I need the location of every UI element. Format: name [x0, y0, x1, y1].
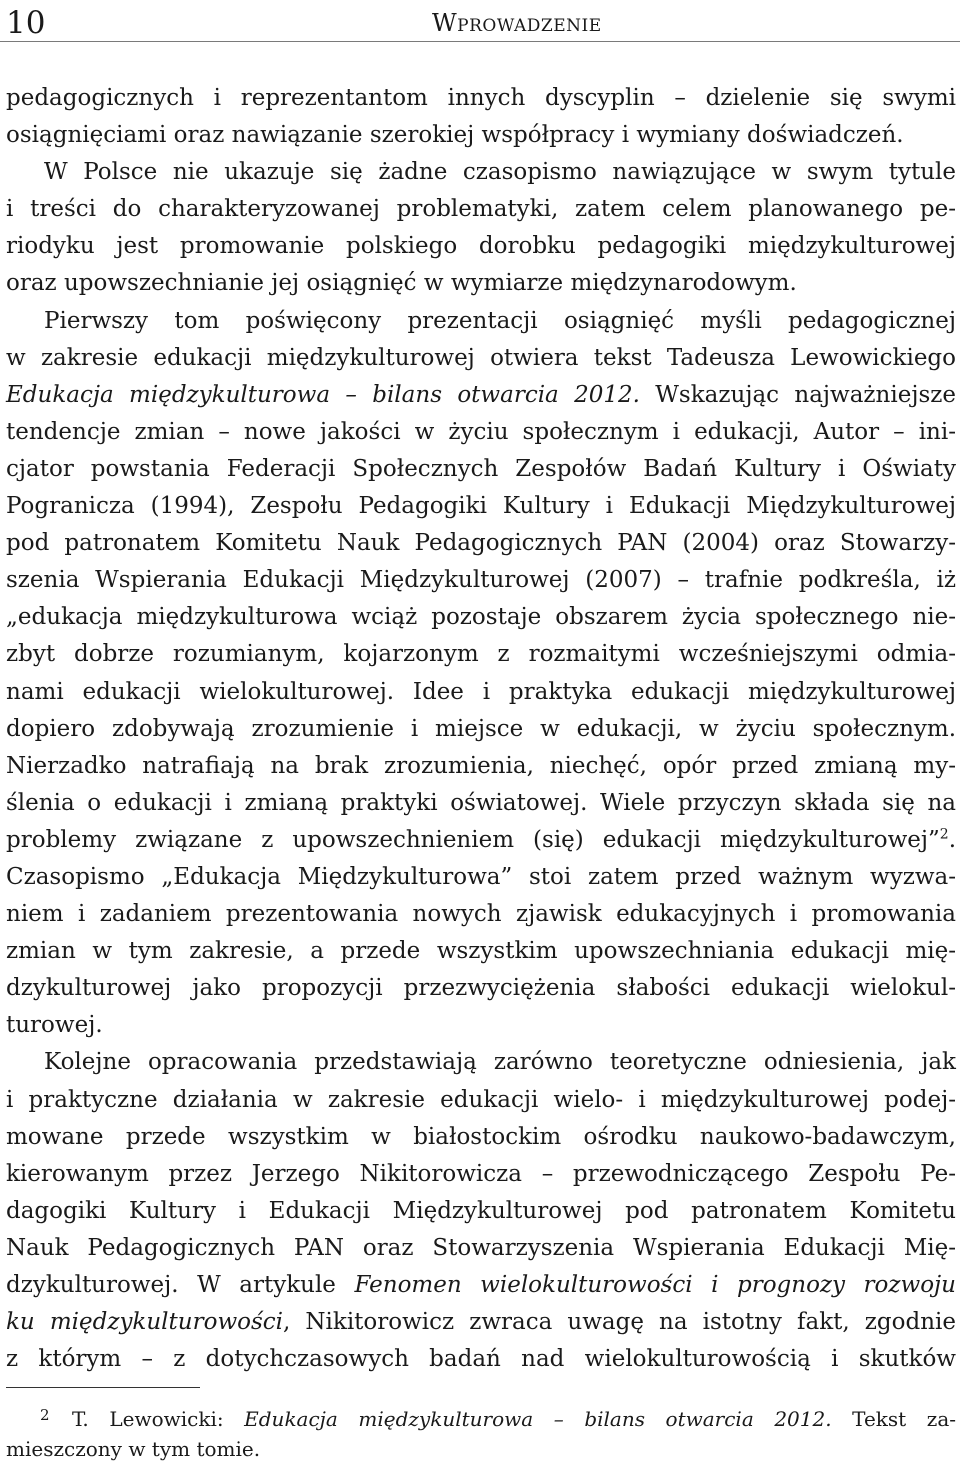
footnote-line [6, 1400, 956, 1434]
text-line: i treści do charakteryzowanej problematyki, zatem celem planowanego pe- [6, 196, 956, 223]
text-line: osiągnięciami oraz nawiązanie szerokiej współpracy i wymiany doświadczeń. [6, 122, 904, 149]
text-segment: Wskazując najważniejsze [639, 381, 956, 408]
text-line: „edukacja międzykulturowa wciąż pozostaje obszarem życia społecznego nie- [6, 604, 956, 631]
text-line: Nauk Pedagogicznych PAN oraz Stowarzyszenia Wspierania Edukacji Mię- [6, 1234, 956, 1261]
footnote-rule [6, 1387, 200, 1388]
footnote-mark: 2 [40, 1406, 50, 1424]
text-line: Kolejne opracowania przedstawiają zarówno teoretyczne odniesienia, jak [44, 1049, 956, 1076]
header-rule [0, 41, 960, 42]
text-line: tendencje zmian – nowe jakości w życiu społecznym i edukacji, Autor – ini- [6, 418, 956, 445]
text-line: z którym – z dotychczasowych badań nad wielokulturowością i skutków [6, 1346, 956, 1373]
text-line: dopiero zdobywają zrozumienie i miejsce w edukacji, w życiu społecznym. [6, 715, 956, 742]
text-segment: dzykulturowej. W artykule [6, 1272, 355, 1298]
running-head: Wprowadzenie [432, 9, 602, 37]
text-line: oraz upowszechnianie jej osiągnięć w wymiarze międzynarodowym. [6, 270, 797, 297]
text-line [6, 822, 956, 859]
text-line: w zakresie edukacji międzykulturowej otwiera tekst Tadeusza Lewowickiego [6, 344, 956, 371]
footnote-reference: 2 [939, 826, 949, 843]
text-line [6, 1304, 956, 1341]
text-line: nami edukacji wielokulturowej. Idee i praktyka edukacji międzykulturowej [6, 678, 956, 705]
text-line: Pierwszy tom poświęcony prezentacji osiągnięć myśli pedagogicznej [44, 307, 956, 334]
text-line: szenia Wspierania Edukacji Międzykulturowej (2007) – trafnie podkreśla, iż [6, 567, 956, 594]
text-line [6, 1267, 956, 1304]
footnote [6, 1400, 956, 1464]
text-line: cjator powstania Federacji Społecznych Zespołów Badań Kultury i Oświaty [6, 455, 956, 482]
footnote-title: Edukacja międzykulturowa – bilans otwarcia 2012. [244, 1407, 832, 1431]
text-line: Czasopismo „Edukacja Międzykulturowa” stoi zatem przed ważnym wyzwa- [6, 863, 956, 890]
text-line: W Polsce nie ukazuje się żadne czasopismo nawiązujące w swym tytule [44, 159, 956, 186]
footnote-text: Tekst za- [831, 1407, 956, 1431]
footnote-author: T. Lewowicki: [72, 1407, 245, 1431]
text-line: ślenia o edukacji i zmianą praktyki oświatowej. Wiele przyczyn składa się na [6, 789, 956, 816]
page-number: 10 [6, 5, 46, 41]
footnote-line: mieszczony w tym tomie. [6, 1437, 261, 1461]
italic-title: Fenomen wielokulturowości i prognozy rozwoju [354, 1272, 956, 1298]
text-line: pod patronatem Komitetu Nauk Pedagogicznych PAN (2004) oraz Stowarzy- [6, 530, 956, 557]
text-line: zmian w tym zakresie, a przede wszystkim upowszechniania edukacji mię- [6, 938, 956, 965]
text-line: kierowanym przez Jerzego Nikitorowicza – przewodniczącego Zespołu Pe- [6, 1160, 956, 1187]
text-line: turowej. [6, 1012, 103, 1039]
text-line: dzykulturowej jako propozycji przezwyciężenia słabości edukacji wielokul- [6, 975, 956, 1002]
text-line: i praktyczne działania w zakresie edukacji wielo- i międzykulturowej podej- [6, 1086, 956, 1113]
text-line: riodyku jest promowanie polskiego dorobku pedagogiki międzykulturowej [6, 233, 956, 260]
text-line: pedagogicznych i reprezentantom innych dyscyplin – dzielenie się swymi [6, 85, 956, 111]
text-segment: problemy związane z upowszechnieniem (się) edukacji międzykulturowej” [6, 826, 940, 853]
page-header [0, 0, 960, 46]
italic-title: ku międzykulturowości [6, 1309, 284, 1336]
text-segment: , Nikitorowicz zwraca uwagę na istotny fakt, zgodnie [283, 1309, 956, 1336]
text-line: niem i zadaniem prezentowania nowych zjawisk edukacyjnych i promowania [6, 901, 956, 928]
text-line: Nierzadko natrafiają na brak zrozumienia, niechęć, opór przed zmianą my- [6, 752, 956, 779]
text-line [6, 377, 956, 414]
text-line: zbyt dobrze rozumianym, kojarzonym z rozmaitymi wcześniejszymi odmia- [6, 641, 956, 668]
body-text [6, 80, 956, 1378]
text-line: mowane przede wszystkim w białostockim ośrodku naukowo-badawczym, [6, 1123, 956, 1150]
text-segment: . [948, 826, 956, 853]
text-line: Pogranicza (1994), Zespołu Pedagogiki Kultury i Edukacji Międzykulturowej [6, 493, 956, 520]
italic-title: Edukacja międzykulturowa – bilans otwarcia 2012. [6, 381, 640, 408]
text-line: dagogiki Kultury i Edukacji Międzykulturowej pod patronatem Komitetu [6, 1197, 956, 1224]
